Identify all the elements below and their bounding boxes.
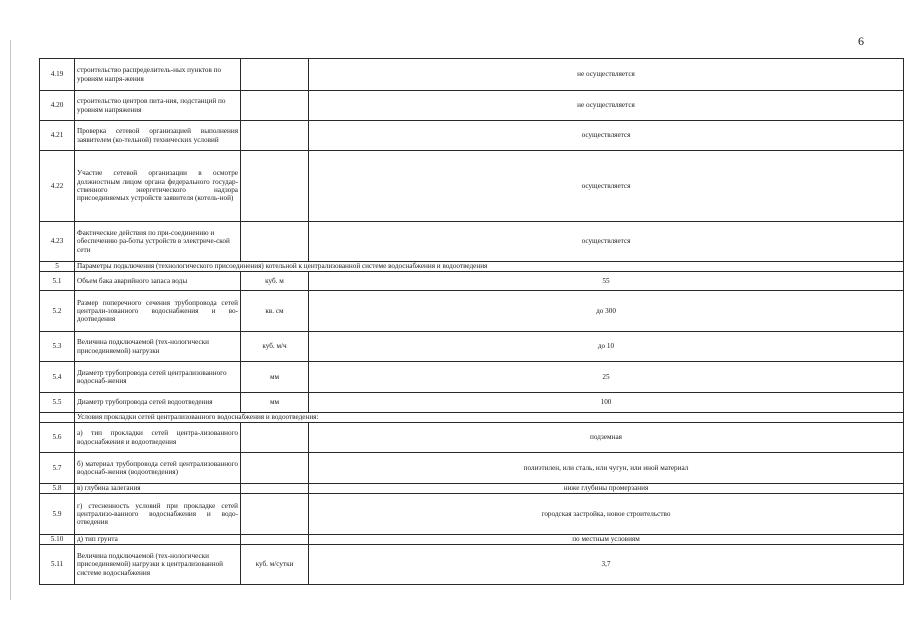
row-number: 5.1	[40, 272, 75, 291]
row-number: 4.22	[40, 151, 75, 222]
parameter-unit	[241, 151, 309, 222]
section-heading: Параметры подключения (технологического присоединения) котельной к централизованной системе водоснабжения и водоотведения	[75, 262, 904, 272]
parameters-table	[39, 58, 904, 585]
parameter-value: 100	[309, 393, 904, 413]
parameter-value: осуществляется	[309, 151, 904, 222]
parameter-value: осуществляется	[309, 121, 904, 151]
parameter-value: ниже глубины промерзания	[309, 484, 904, 494]
table-row	[40, 332, 904, 362]
parameter-value: подземная	[309, 423, 904, 453]
parameter-name: д) тип грунта	[75, 535, 241, 545]
parameter-unit: мм	[241, 362, 309, 393]
table-row	[40, 494, 904, 535]
parameter-name: Проверка сетевой организацией выполнения заявителем (ко-тельной) технических условий	[75, 121, 241, 151]
page-number: 6	[858, 34, 864, 48]
parameter-value: 25	[309, 362, 904, 393]
parameter-name: Величина подключаемой (тех-нологически присоединяемой) нагрузки	[75, 332, 241, 362]
parameter-unit	[241, 222, 309, 262]
parameter-value: 3,7	[309, 545, 904, 585]
parameter-name: Фактические действия по при-соединению и обеспечению ра-боты устройств в электриче-ской сети	[75, 222, 241, 262]
parameter-name: Объем бака аварийного запаса воды	[75, 272, 241, 291]
table-row	[40, 151, 904, 222]
parameter-name: Размер поперечного сечения трубопровода сетей централи-зованного водоснабжения и во-доотведения	[75, 291, 241, 332]
parameter-value: не осуществляется	[309, 91, 904, 121]
row-number: 4.20	[40, 91, 75, 121]
parameter-name: в) глубина залегания	[75, 484, 241, 494]
row-number: 5.6	[40, 423, 75, 453]
table-row	[40, 545, 904, 585]
table-row	[40, 121, 904, 151]
page-binding-edge	[10, 40, 11, 600]
row-number: 5	[40, 262, 75, 272]
parameter-unit	[241, 91, 309, 121]
row-number: 5.10	[40, 535, 75, 545]
table-row	[40, 453, 904, 484]
row-number: 5.11	[40, 545, 75, 585]
parameter-unit: куб. м/ч	[241, 332, 309, 362]
parameter-unit: куб. м	[241, 272, 309, 291]
parameter-value: до 10	[309, 332, 904, 362]
row-number: 5.4	[40, 362, 75, 393]
row-number: 4.19	[40, 59, 75, 91]
table-row	[40, 91, 904, 121]
parameter-name: б) материал трубопровода сетей централизованного водоснаб-жения (водоотведения)	[75, 453, 241, 484]
table-row	[40, 222, 904, 262]
parameter-unit	[241, 423, 309, 453]
parameter-value: полиэтилен, или сталь, или чугун, или иной материал	[309, 453, 904, 484]
parameter-name: Диаметр трубопровода сетей централизованного водоснаб-жения	[75, 362, 241, 393]
parameter-value: 55	[309, 272, 904, 291]
parameter-unit	[241, 453, 309, 484]
table-row	[40, 272, 904, 291]
parameter-value: осуществляется	[309, 222, 904, 262]
row-number: 5.2	[40, 291, 75, 332]
section-heading: Условия прокладки сетей централизованного водоснабжения и водоотведения:	[75, 413, 904, 423]
row-number: 5.9	[40, 494, 75, 535]
parameter-value: не осуществляется	[309, 59, 904, 91]
parameter-name: строительство распределитель-ных пунктов по уровням напря-жения	[75, 59, 241, 91]
parameter-value: городская застройка, новое строительство	[309, 494, 904, 535]
parameter-unit	[241, 484, 309, 494]
row-number: 5.5	[40, 393, 75, 413]
parameter-unit	[241, 535, 309, 545]
parameter-unit: кв. см	[241, 291, 309, 332]
section-row	[40, 262, 904, 272]
table-row	[40, 535, 904, 545]
table-row	[40, 59, 904, 91]
table-row	[40, 423, 904, 453]
parameter-value: до 300	[309, 291, 904, 332]
parameter-unit	[241, 494, 309, 535]
row-number: 5.3	[40, 332, 75, 362]
table-row	[40, 393, 904, 413]
row-number: 5.8	[40, 484, 75, 494]
parameter-value: по местным условиям	[309, 535, 904, 545]
parameter-unit	[241, 59, 309, 91]
table-body	[40, 59, 904, 585]
row-number: 4.21	[40, 121, 75, 151]
table-row	[40, 484, 904, 494]
row-number: 4.23	[40, 222, 75, 262]
parameter-name: а) тип прокладки сетей центра-лизованного водоснабжения и водоотведения	[75, 423, 241, 453]
parameter-unit: куб. м/сутки	[241, 545, 309, 585]
row-number	[40, 413, 75, 423]
parameter-name: г) стесненность условий при прокладке сетей централизо-ванного водоснабжения и водо-отведения	[75, 494, 241, 535]
table-row	[40, 362, 904, 393]
row-number: 5.7	[40, 453, 75, 484]
table-row	[40, 291, 904, 332]
parameter-unit: мм	[241, 393, 309, 413]
parameter-name: Участие сетевой организации в осмотре должностным лицом органа федерального государ-ственного энергетического надзора присоединяемых устройств заявителя (котель-ной)	[75, 151, 241, 222]
parameter-name: Диаметр трубопровода сетей водоотведения	[75, 393, 241, 413]
section-row	[40, 413, 904, 423]
parameter-name: строительство центров пита-ния, подстанций по уровням напряжения	[75, 91, 241, 121]
parameter-unit	[241, 121, 309, 151]
parameter-name: Величина подключаемой (тех-нологически присоединяемой) нагрузки к централизованной системе водоснабжения	[75, 545, 241, 585]
